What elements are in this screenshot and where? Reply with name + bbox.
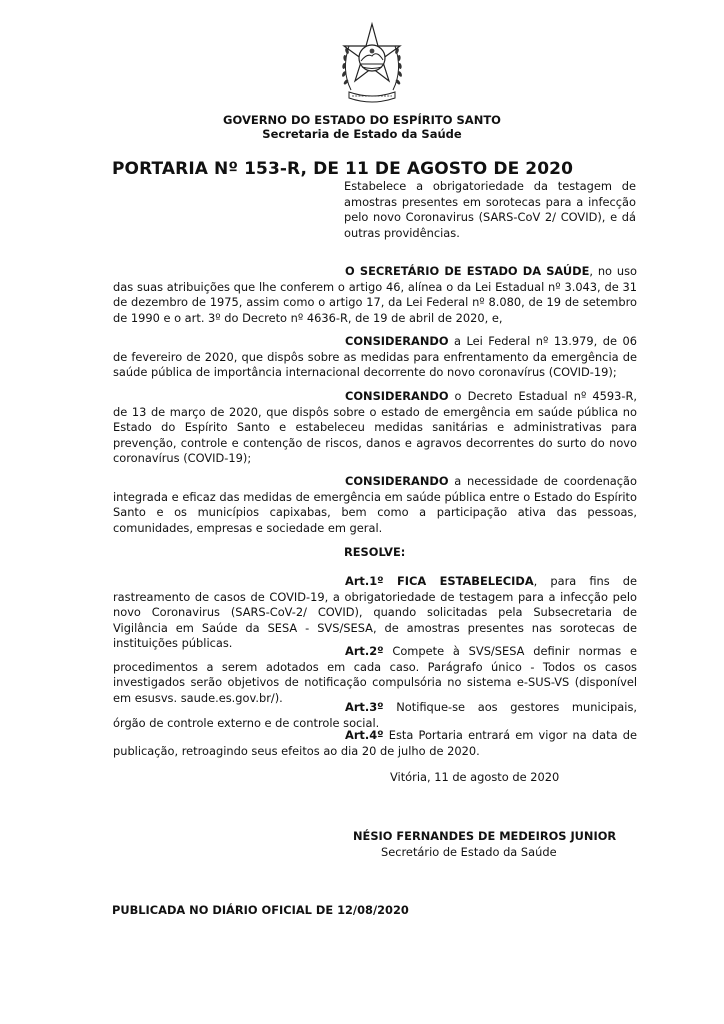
ementa-summary: Estabelece a obrigatoriedade da testagem de amostras presentes em sorotecas para a infecção pelo novo Coronavirus (SARS-CoV 2/ COVID), e dá outras providências. <box>344 179 636 240</box>
article-text: Compete à SVS/SESA definir normas e procedimentos a serem adotados em cada caso. Parágrafo único - Todos os casos investigados serão objetivos de notificação compulsória no sistema e-SUS-VS (disponível em esusvs. saude.es.gov.br/). <box>113 644 637 705</box>
article-1 <box>113 574 637 652</box>
preamble-paragraph <box>113 264 637 326</box>
article-lead: Art.2º <box>345 644 384 658</box>
header-secretariat: Secretaria de Estado da Saúde <box>262 127 462 141</box>
signer-name: NÉSIO FERNANDES DE MEDEIROS JUNIOR <box>353 829 617 843</box>
considerando-paragraph-3 <box>113 474 637 536</box>
article-lead: Art.4º <box>345 728 384 742</box>
considerando-text: o Decreto Estadual nº 4593-R, de 13 de março de 2020, que dispôs sobre o estado de emergência em saúde pública no Estado do Espírito Santo e estabeleceu medidas sanitárias e administrativas para prevenção, controle e contenção de riscos, danos e agravos decorrentes do surto do novo coronavírus (COVID-19); <box>113 389 637 465</box>
publication-note: PUBLICADA NO DIÁRIO OFICIAL DE 12/08/2020 <box>112 903 409 917</box>
considerando-lead: CONSIDERANDO <box>345 474 449 488</box>
considerando-text: a Lei Federal nº 13.979, de 06 de fevereiro de 2020, que dispôs sobre as medidas para enfrentamento da emergência de saúde pública de importância internacional decorrente do novo coronavírus (COVID-19); <box>113 334 637 379</box>
place-and-date: Vitória, 11 de agosto de 2020 <box>390 770 560 784</box>
article-text: , para fins de rastreamento de casos de COVID-19, a obrigatoriedade de testagem para a infecção pelo novo Coronavirus (SARS-CoV-2/ COVID), quando solicitadas pela Subsecretaria de Vigilância em Saúde da SESA - SVS/SESA, de amostras presentes nas sorotecas de instituições públicas. <box>113 574 637 650</box>
page-title: PORTARIA Nº 153-R, DE 11 DE AGOSTO DE 2020 <box>112 159 574 179</box>
article-4 <box>113 728 637 759</box>
article-text: Notifique-se aos gestores municipais, órgão de controle externo e de controle social. <box>113 700 637 730</box>
considerando-paragraph-2 <box>113 389 637 467</box>
article-lead: Art.1º FICA ESTABELECIDA <box>345 574 534 588</box>
coat-of-arms-icon <box>337 20 407 108</box>
considerando-lead: CONSIDERANDO <box>345 334 449 348</box>
resolve-heading: RESOLVE: <box>344 545 406 559</box>
article-text: Esta Portaria entrará em vigor na data de publicação, retroagindo seus efeitos ao dia 20 de julho de 2020. <box>113 728 637 758</box>
considerando-text: a necessidade de coordenação integrada e eficaz das medidas de emergência em saúde pública entre o Estado do Espírito Santo e os municípios capixabas, bem como a participação ativa das pessoas, comunidades, empresas e sociedade em geral. <box>113 474 637 535</box>
signer-role: Secretário de Estado da Saúde <box>381 845 557 859</box>
considerando-paragraph-1 <box>113 334 637 381</box>
article-3 <box>113 700 637 731</box>
header-government: GOVERNO DO ESTADO DO ESPÍRITO SANTO <box>223 113 501 127</box>
preamble-lead: O SECRETÁRIO DE ESTADO DA SAÚDE <box>345 264 590 278</box>
article-lead: Art.3º <box>345 700 384 714</box>
preamble-text: , no uso das suas atribuições que lhe conferem o artigo 46, alínea o da Lei Estadual nº 3.043, de 31 de dezembro de 1975, assim como o artigo 17, da Lei Federal nº 8.080, de 19 de setembro de 1990 e o art. 3º do Decreto nº 4636-R, de 19 de abril de 2020, e, <box>113 264 637 325</box>
considerando-lead: CONSIDERANDO <box>345 389 449 403</box>
article-2 <box>113 644 637 706</box>
